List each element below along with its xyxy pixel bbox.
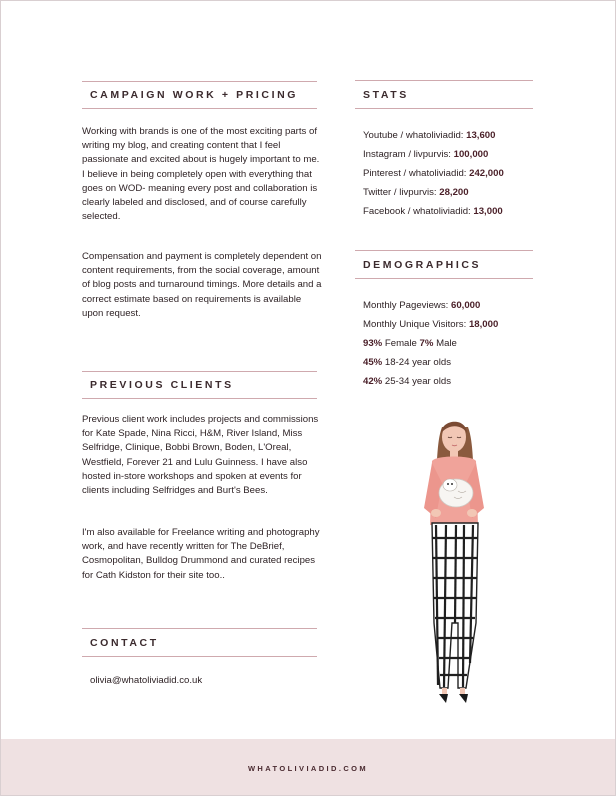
shoe-icon [459, 694, 468, 703]
demo-label: Female [382, 338, 420, 349]
stat-value: 13,600 [466, 130, 496, 141]
stat-facebook [363, 206, 503, 217]
divider [355, 250, 533, 251]
demo-pageviews [363, 300, 480, 311]
divider [82, 81, 317, 82]
stats-heading: STATS [363, 89, 409, 101]
stat-youtube [363, 130, 495, 141]
contact-email-link[interactable]: olivia@whatoliviadid.co.uk [90, 675, 203, 686]
demo-value: 42% [363, 376, 383, 387]
divider [82, 108, 317, 109]
stat-pinterest [363, 168, 504, 179]
stat-value: 28,200 [439, 187, 469, 198]
illustration-woman-with-dog [406, 413, 516, 713]
footer-bar [1, 739, 615, 795]
divider [355, 278, 533, 279]
stat-value: 242,000 [469, 168, 504, 179]
demo-female-pct: 93% [363, 338, 383, 349]
divider [82, 398, 317, 399]
campaign-paragraph-1: Working with brands is one of the most exciting parts of writing my blog, and creating content that I feel passionate and excited about is hugely important to me. I believe in being completely open with everything that goes on WOD- meaning every post and collaboration is clearly labeled and disclosed, and of course carefully selected. [82, 126, 320, 223]
divider [82, 371, 317, 372]
divider [82, 628, 317, 629]
divider [355, 80, 533, 81]
demo-label: 18-24 year olds [382, 357, 451, 368]
stat-label: Facebook / whatoliviadid: [363, 206, 474, 217]
shoe-icon [439, 694, 448, 703]
campaign-heading: CAMPAIGN WORK + PRICING [90, 89, 299, 101]
divider [355, 108, 533, 109]
demo-value: 60,000 [450, 300, 481, 311]
stat-instagram [363, 149, 488, 160]
demographics-heading: DEMOGRAPHICS [363, 259, 482, 271]
stat-label: Youtube / whatoliviadid: [363, 130, 467, 141]
demo-value: 45% [363, 357, 383, 368]
demo-age-25-34 [363, 376, 451, 387]
stat-label: Twitter / livpurvis: [363, 187, 440, 198]
divider [82, 656, 317, 657]
stat-value: 100,000 [453, 149, 489, 160]
contact-heading: CONTACT [90, 637, 159, 649]
demo-label: Male [433, 338, 457, 349]
demo-value: 18,000 [468, 319, 499, 330]
stat-twitter [363, 187, 469, 198]
demo-label: Monthly Pageviews: [363, 300, 451, 311]
clients-paragraph-2: I'm also available for Freelance writing and photography work, and have recently written for The DeBrief, Cosmopolitan, Bulldog Drummond and curated recipes for Cath Kidston for their site too.. [82, 527, 320, 581]
campaign-paragraph-2: Compensation and payment is completely dependent on content requirements, from the social coverage, amount of blog posts and turnaround timings. More details and a correct estimate based on requirements is available upon request. [82, 251, 322, 319]
stat-value: 13,000 [473, 206, 503, 217]
demo-label: Monthly Unique Visitors: [363, 319, 469, 330]
demo-label: 25-34 year olds [382, 376, 451, 387]
demo-male-pct: 7% [419, 338, 434, 349]
footer-website-link[interactable]: WHATOLIVIADID.COM [247, 764, 369, 773]
clients-paragraph-1: Previous client work includes projects and commissions for Kate Spade, Nina Ricci, H&M, River Island, Miss Selfridge, Clinique, Bobbi Brown, Boden, L'Oreal, Westfield, Forever 21 and Lulu Guinness. I have also hosted in-store workshops and spoken at events for clients including Selfridges and Burt's Bees. [82, 414, 319, 497]
demo-gender [363, 338, 457, 349]
demo-age-18-24 [363, 357, 451, 368]
demo-unique-visitors [363, 319, 498, 330]
stat-label: Instagram / livpurvis: [363, 149, 454, 160]
stat-label: Pinterest / whatoliviadid: [363, 168, 470, 179]
clients-heading: PREVIOUS CLIENTS [90, 379, 234, 391]
